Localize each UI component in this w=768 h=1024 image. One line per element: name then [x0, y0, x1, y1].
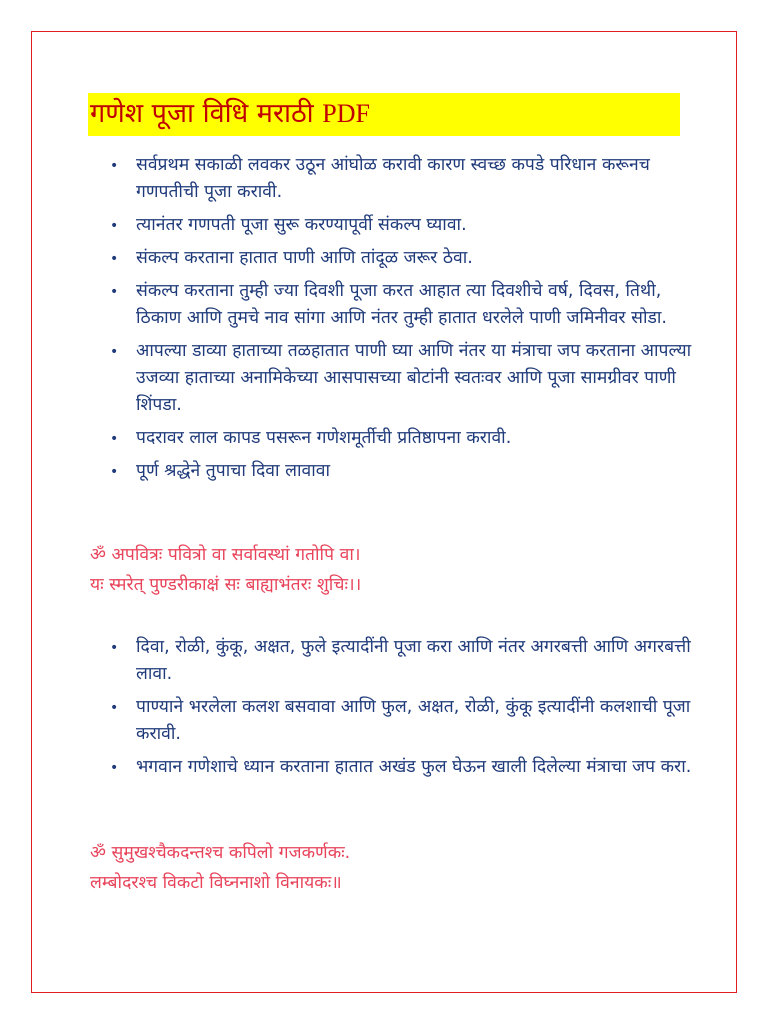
mantra-line: ॐ अपवित्रः पवित्रो वा सर्वावस्थां गतोपि वा।	[90, 545, 361, 565]
list-item: • भगवान गणेशाचे ध्यान करताना हातात अखंड फुल घेऊन खाली दिलेल्या मंत्राचा जप करा.	[108, 754, 708, 781]
steps-list-1	[108, 152, 708, 491]
mantra-block-1	[90, 540, 361, 600]
mantra-line: लम्बोदरश्च विकटो विघ्ननाशो विनायकः॥	[90, 873, 342, 893]
page-title	[90, 96, 370, 132]
list-item: • पदरावर लाल कापड पसरून गणेशमूर्तीची प्रतिष्ठापना करावी.	[108, 425, 708, 452]
list-item: • आपल्या डाव्या हाताच्या तळहातात पाणी घ्या आणि नंतर या मंत्राचा जप करताना आपल्या उजव्या हाताच्या अनामिकेच्या आसपासच्या बोटांनी स्वतःवर आणि पूजा सामग्रीवर पाणी शिंपडा.	[108, 338, 708, 419]
title-highlight	[88, 93, 680, 136]
list-item: • संकल्प करताना हातात पाणी आणि तांदूळ जरूर ठेवा.	[108, 245, 708, 272]
list-item: • सर्वप्रथम सकाळी लवकर उठून आंघोळ करावी कारण स्वच्छ कपडे परिधान करूनच गणपतीची पूजा करावी.	[108, 152, 708, 206]
mantra-line: यः स्मरेत् पुण्डरीकाक्षं सः बाह्याभंतरः शुचिः।।	[90, 575, 362, 595]
list-item: • पूर्ण श्रद्धेने तुपाचा दिवा लावावा	[108, 458, 708, 485]
steps-list-2	[108, 634, 708, 787]
title-suffix: PDF	[322, 99, 370, 128]
list-item: • त्यानंतर गणपती पूजा सुरू करण्यापूर्वी संकल्प घ्यावा.	[108, 212, 708, 239]
list-item: • पाण्याने भरलेला कलश बसवावा आणि फुल, अक्षत, रोळी, कुंकू इत्यादींनी कलशाची पूजा करावी.	[108, 694, 708, 748]
mantra-block-2	[90, 838, 350, 898]
mantra-line: ॐ सुमुखश्चैकदन्तश्च कपिलो गजकर्णकः.	[90, 843, 351, 863]
title-main: गणेश पूजा विधि मराठी	[90, 98, 314, 129]
list-item: • दिवा, रोळी, कुंकू, अक्षत, फुले इत्यादींनी पूजा करा आणि नंतर अगरबत्ती आणि अगरबत्ती लावा.	[108, 634, 708, 688]
list-item: • संकल्प करताना तुम्ही ज्या दिवशी पूजा करत आहात त्या दिवशीचे वर्ष, दिवस, तिथी, ठिकाण आणि तुमचे नाव सांगा आणि नंतर तुम्ही हातात धरलेले पाणी जमिनीवर सोडा.	[108, 278, 708, 332]
